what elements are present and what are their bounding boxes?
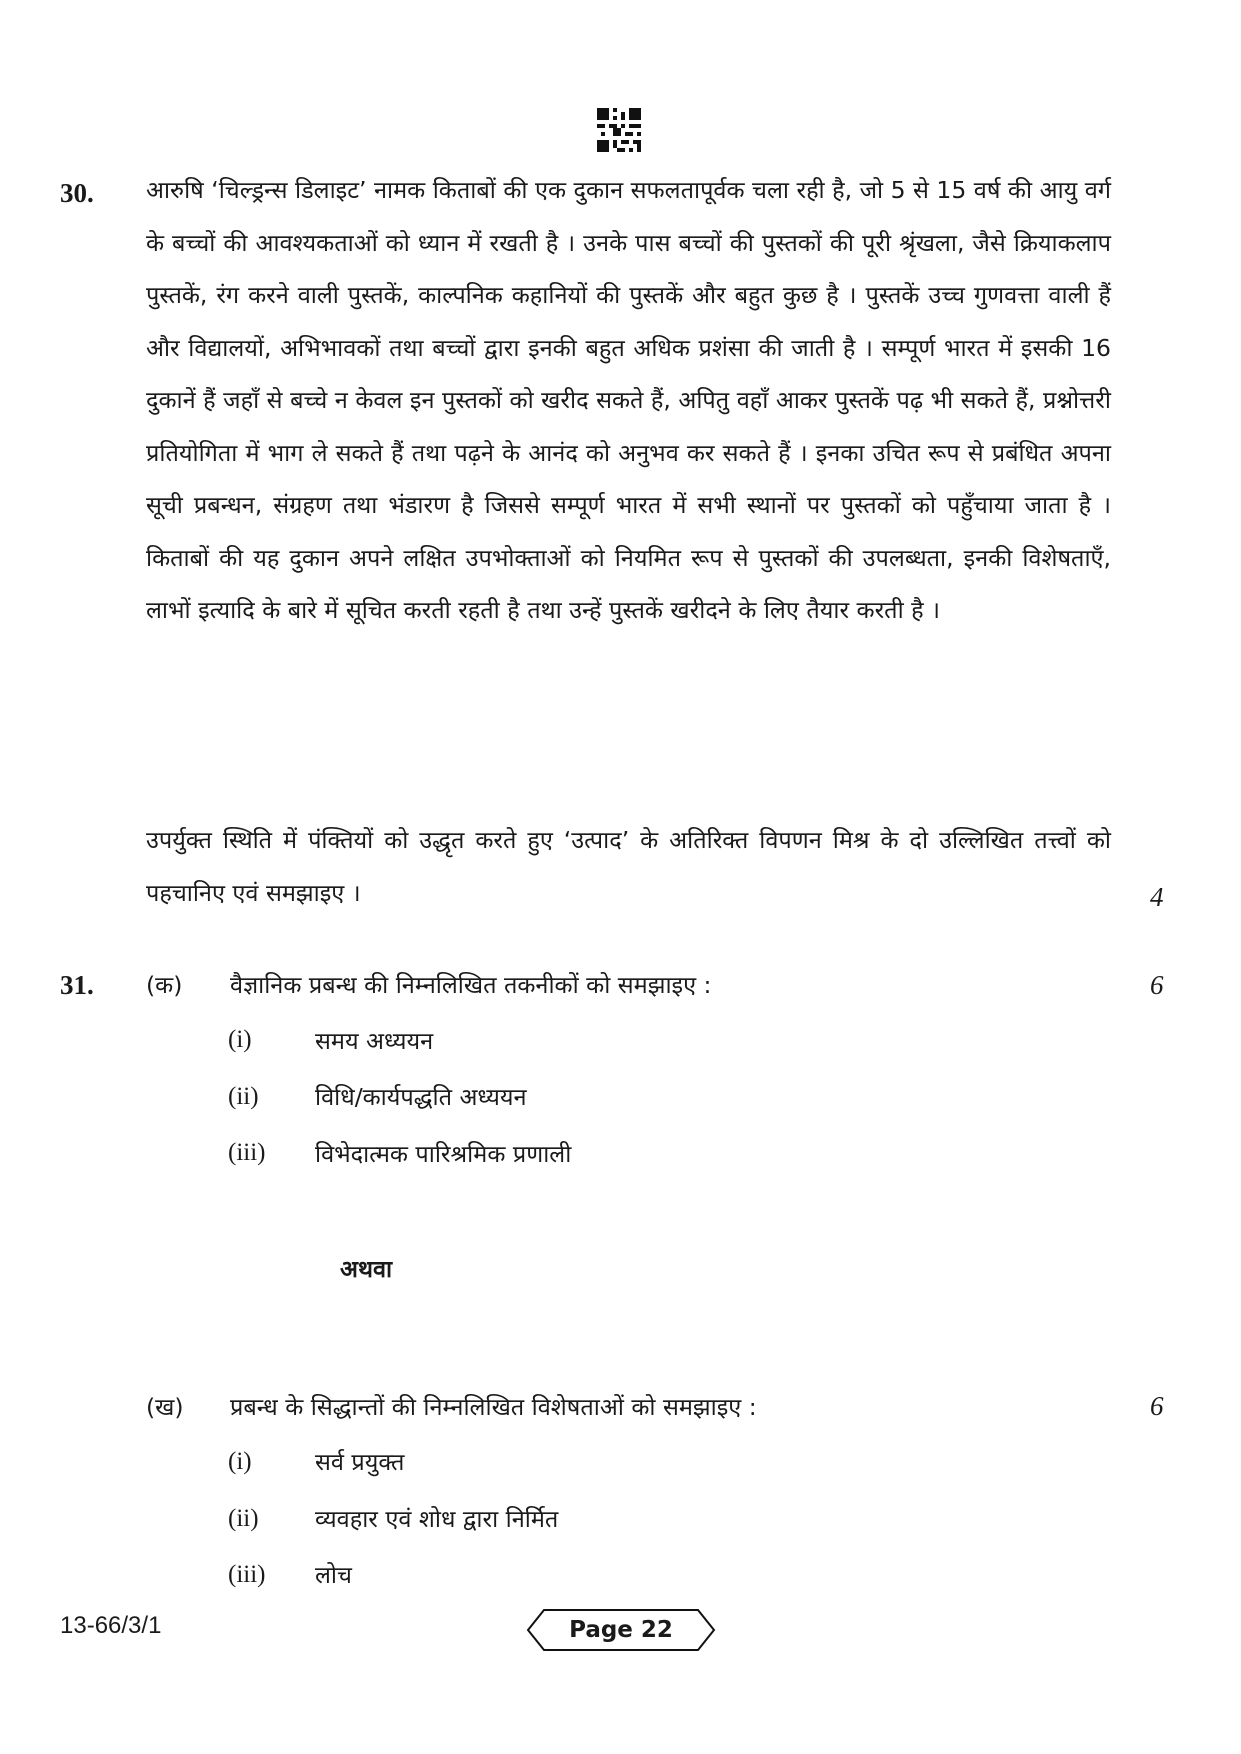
part-b-item-text: सर्व प्रयुक्त [315,1448,405,1476]
question-31-part-b-label: (ख) [146,1393,184,1421]
question-31-part-b-marks: 6 [1150,1391,1164,1421]
part-a-item-roman: (ii) [228,1083,259,1110]
page-number: Page 22 [569,1617,673,1643]
question-30-prompt: उपर्युक्त स्थिति में पंक्तियों को उद्धृत करते हुए ‘उत्पाद’ के अतिरिक्त विपणन मिश्र के दो उल्लिखित तत्त्वों को पहचानिए एवं समझाइए । [146,826,1111,907]
or-separator: अथवा [340,1255,393,1283]
question-31-part-a-marks: 6 [1150,970,1164,1000]
part-a-item-roman: (iii) [228,1139,266,1166]
question-30-marks: 4 [1150,882,1164,912]
part-b-item-roman: (i) [228,1448,252,1475]
question-30-case-paragraph: आरुषि ‘चिल्ड्रन्स डिलाइट’ नामक किताबों की एक दुकान सफलतापूर्वक चला रही है, जो 5 से 15 वर्ष की आयु वर्ग के बच्चों की आवश्यकताओं को ध्यान में रखती है । उनके पास बच्चों की पुस्तकों की पूरी श्रृंखला, जैसे क्रियाकलाप पुस्तकें, रंग करने वाली पुस्तकें, काल्पनिक कहानियों की पुस्तकें और बहुत कुछ है । पुस्तकें उच्च गुणवत्ता वाली हैं और विद्यालयों, अभिभावकों तथा बच्चों द्वारा इनकी बहुत अधिक प्रशंसा की जाती है । सम्पूर्ण भारत में इसकी 16 दुकानें हैं जहाँ से बच्चे न केवल इन पुस्तकों को खरीद सकते हैं, अपितु वहाँ आकर पुस्तकें पढ़ भी सकते हैं, प्रश्नोत्तरी प्रतियोगिता में भाग ले सकते हैं तथा पढ़ने के आनंद को अनुभव कर सकते हैं । इनका उचित रूप से प्रबंधित अपना सूची प्रबन्धन, संग्रहण तथा भंडारण है जिससे सम्पूर्ण भारत में सभी स्थानों पर पुस्तकों को पहुँचाया जाता है । किताबों की यह दुकान अपने लक्षित उपभोक्ताओं को नियमित रूप से पुस्तकों की उपलब्धता, इनकी विशेषताएँ, लाभों इत्यादि के बारे में सूचित करती रहती है तथा उन्हें पुस्तकें खरीदने के लिए तैयार करती है । [146,176,1111,624]
page-number-badge [526,1608,716,1652]
part-b-item-text: लोच [315,1561,352,1589]
part-b-item-text: व्यवहार एवं शोध द्वारा निर्मित [315,1505,559,1533]
part-b-item-roman: (ii) [228,1505,259,1532]
question-31-part-b-text: प्रबन्ध के सिद्धान्तों की निम्नलिखित विशेषताओं को समझाइए : [230,1393,757,1421]
part-a-item-text: विधि/कार्यपद्धति अध्ययन [315,1083,527,1111]
paper-code: 13-66/3/1 [60,1612,162,1639]
qr-code-icon [597,108,641,152]
part-a-item-text: समय अध्ययन [315,1027,434,1055]
part-a-item-text: विभेदात्मक पारिश्रमिक प्रणाली [315,1140,572,1168]
part-a-item-roman: (i) [228,1026,252,1053]
question-31-number: 31. [60,970,94,1000]
question-31-part-a-text: वैज्ञानिक प्रबन्ध की निम्नलिखित तकनीकों को समझाइए : [230,971,712,999]
question-30-number: 30. [60,178,94,208]
question-31-part-a-label: (क) [146,971,183,999]
part-b-item-roman: (iii) [228,1561,266,1588]
